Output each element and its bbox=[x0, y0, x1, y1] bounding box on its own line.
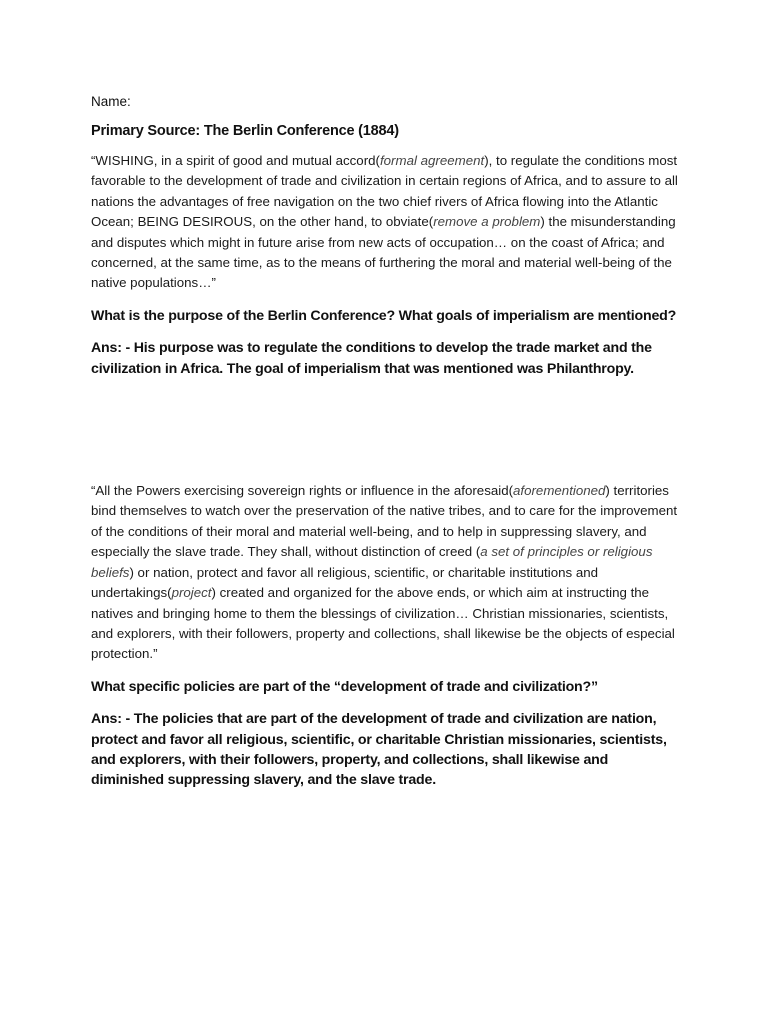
question-2: What specific policies are part of the “development of trade and civilization?” bbox=[91, 678, 598, 695]
name-label: Name: bbox=[91, 94, 131, 109]
answer-1: Ans: - His purpose was to regulate the conditions to develop the trade market and the civilization in Africa. The goal of imperialism that was mentioned was Philanthropy. bbox=[91, 340, 652, 377]
primary-source-quote-2 bbox=[91, 481, 678, 665]
question-1: What is the purpose of the Berlin Conference? What goals of imperialism are mentioned? bbox=[91, 307, 677, 324]
gloss-remove-a-problem: remove a problem bbox=[433, 214, 541, 230]
quote-text: “WISHING, in a spirit of good and mutual accord( bbox=[91, 153, 380, 168]
quote-text: ) the misunderstanding and disputes which might in future arise from new acts of occupation… on the coast of Africa; and concerned, at the same time, as to the means of furthering the moral and material well-being of the native populations…” bbox=[91, 214, 676, 291]
gloss-creed: a set of principles or religious beliefs bbox=[91, 544, 653, 580]
gloss-project: project bbox=[171, 585, 212, 601]
quote-text: ) created and organized for the above ends, or which aim at instructing the natives and bringing home to them the blessings of civilization… Christian missionaries, scientists, and explorers, with their followers, property and collections, shall likewise be the objects of especial protection.” bbox=[91, 585, 675, 662]
blank-space bbox=[91, 391, 678, 481]
gloss-aforementioned: aforementioned bbox=[513, 483, 606, 499]
quote-text: “All the Powers exercising sovereign rights or influence in the aforesaid( bbox=[91, 483, 514, 499]
quote-text: ) or nation, protect and favor all religious, scientific, or charitable institutions and undertakings( bbox=[91, 564, 599, 601]
gloss-formal-agreement: formal agreement bbox=[379, 153, 485, 168]
quote-text: ) territories bind themselves to watch over the preservation of the native tribes, and to care for the improvement of the conditions of their moral and material well-being, and to help in suppressing slavery, and especially the slave trade. They shall, without distinction of creed ( bbox=[91, 483, 678, 560]
answer-2: Ans: - The policies that are part of the development of trade and civilization are nation, protect and favor all religious, scientific, or charitable Christian missionaries, scientists, and explorers, with their followers, property, and collections, shall likewise and diminished suppressing slavery, and the slave trade. bbox=[91, 711, 667, 789]
document-title: Primary Source: The Berlin Conference (1884) bbox=[91, 123, 399, 139]
quote-text: ), to regulate the conditions most favorable to the development of trade and civilization in certain regions of Africa, and to assure to all nations the advantages of free navigation on the two chief rivers of Africa flowing into the Atlantic Ocean; BEING DESIROUS, on the other hand, to obviate( bbox=[91, 153, 678, 230]
primary-source-quote-1 bbox=[91, 151, 678, 294]
